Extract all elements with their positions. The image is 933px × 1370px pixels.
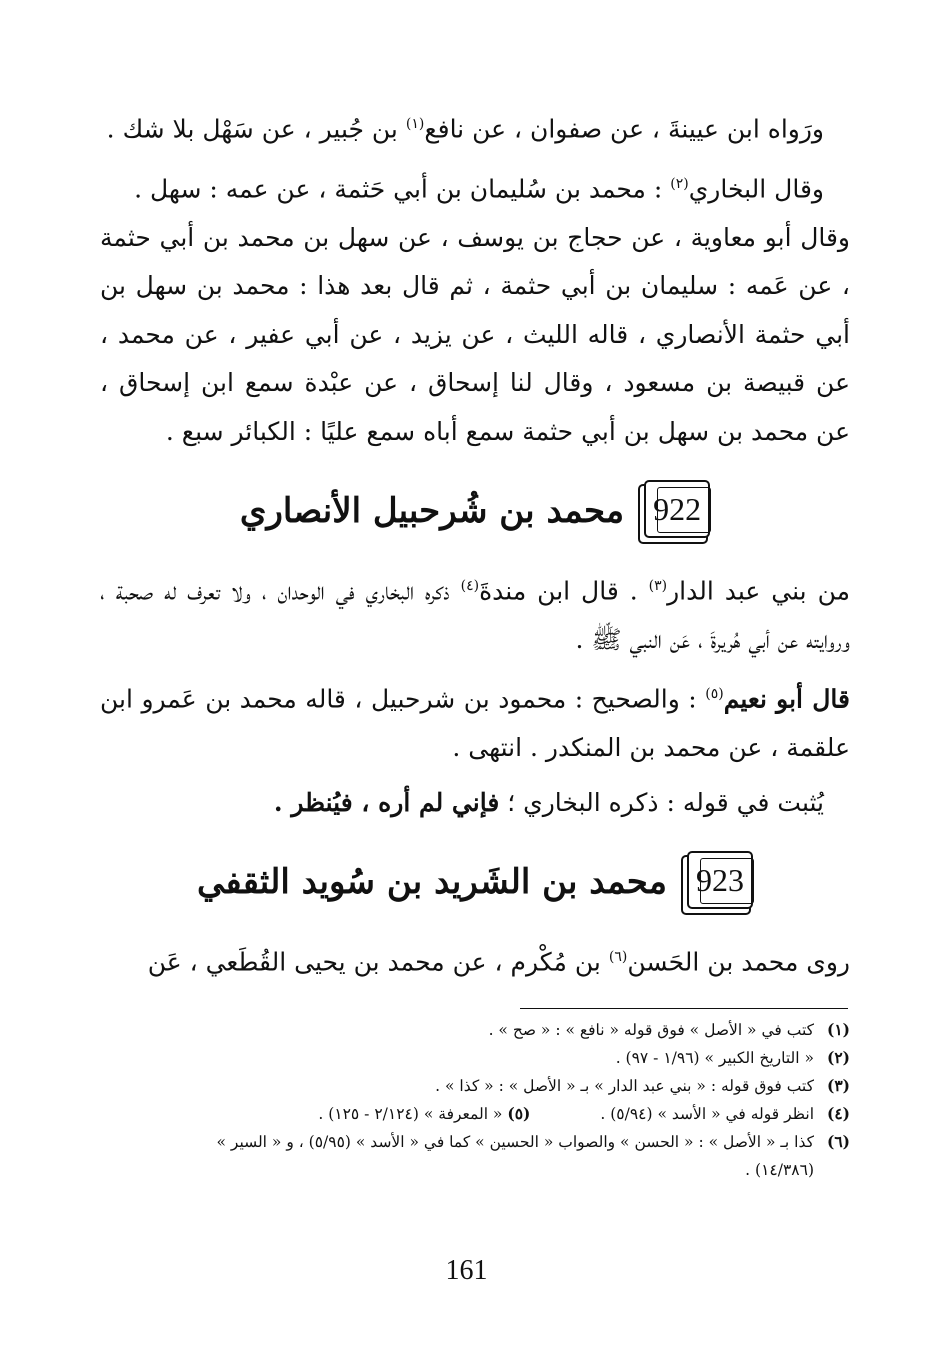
- entry-number-box: [681, 851, 753, 913]
- footnote-number: (٢): [826, 1048, 850, 1067]
- paragraph-1: [100, 100, 850, 154]
- footnotes: [100, 1016, 850, 1184]
- entry-922-paragraph-1: [100, 562, 850, 664]
- footnote-4-5: [100, 1100, 850, 1128]
- text: ورَواه ابن عيينةَ ، عن صفوان ، عن نافع: [424, 114, 824, 144]
- text: فإني لم أره ، فيُنظر .: [273, 787, 500, 817]
- entry-heading-923: [100, 841, 850, 923]
- footnote-ref[interactable]: (١): [405, 116, 425, 132]
- text: من بني عبد الدار: [667, 576, 850, 606]
- paragraph-2: [100, 160, 850, 214]
- footnote-1: [100, 1016, 850, 1044]
- page-number: 161: [445, 1255, 488, 1286]
- text: روى محمد بن الحَسن: [627, 947, 850, 977]
- footnote-number: (٥): [507, 1104, 531, 1123]
- text: بن جُبير ، عن سَهْل بلا شك .: [106, 114, 406, 144]
- footnote-text: انظر قوله في « الأسد » (٥/٩٤) .: [600, 1105, 814, 1123]
- footnote-ref[interactable]: (٢): [670, 175, 689, 192]
- entry-922-paragraph-2: [100, 670, 850, 772]
- footnote-text: (١٤/٣٨٦) .: [745, 1161, 814, 1179]
- footnote-number: (٣): [826, 1076, 850, 1095]
- entry-number: 922: [653, 490, 702, 527]
- text: بن مُكْرم ، عن محمد بن يحيى القُطَعي ، عَن: [147, 947, 609, 977]
- footnote-ref[interactable]: (٥): [705, 686, 724, 703]
- footnote-6-continuation: [100, 1156, 850, 1184]
- page-body: [100, 100, 850, 987]
- text: : محمد بن سُليمان بن أبي حَثمة ، عن عمه : سهل .: [134, 174, 671, 204]
- entry-title: محمد بن الشَريد بن سُويد الثقفي: [197, 862, 667, 903]
- entry-heading-922: [100, 470, 850, 552]
- paragraph-3: وقال أبو معاوية ، عن حجاج بن يوسف ، عن سهل بن محمد بن أبي حثمة ، عن عَمه : سليمان بن أبي حثمة ، ثم قال بعد هذا : محمد بن سهل بن أبي حثمة الأنصاري ، قاله الليث ، عن يزيد ، عن أبي عفير ، عن محمد ، عن قبيصة بن مسعود ، وقال لنا إسحاق ، عن عبْدة سمع ابن إسحاق ، عن محمد بن سهل بن أبي حثمة سمع أباه سمع عليًا : الكبائر سبع .: [100, 222, 850, 446]
- footnote-text: كتب في « الأصل » فوق قوله « نافع » : « صح » .: [488, 1021, 814, 1039]
- footnote-text: كتب فوق قوله : « بني عبد الدار » بـ « الأصل » : « كذا » .: [435, 1077, 814, 1095]
- footnote-ref[interactable]: (٦): [608, 949, 628, 966]
- footnote-number: (٤): [826, 1104, 850, 1123]
- entry-title: محمد بن شُرحبيل الأنصاري: [239, 491, 625, 532]
- text: ذكره البخاري في الوحدان ، ولا تعرف له صحبة ، وروايته عن أبي هُريرةَ ، عَن النبي ﷺ .: [100, 576, 850, 654]
- footnote-text: « التاريخ الكبير » (١/٩٦ - ٩٧) .: [615, 1049, 814, 1067]
- footnote-2: [100, 1044, 850, 1072]
- footnote-text: « المعرفة » (٢/١٢٤ - ١٢٥) .: [318, 1105, 503, 1123]
- text: يُثبت في قوله : ذكره البخاري ؛: [499, 787, 824, 817]
- footnote-ref[interactable]: (٣): [648, 578, 668, 595]
- text: وقال البخاري: [688, 174, 824, 204]
- entry-923-paragraph-1: [100, 933, 850, 987]
- footnote-3: [100, 1072, 850, 1100]
- footnote-text: كذا بـ « الأصل » : « الحسن » والصواب « الحسين » كما في « الأسد » (٥/٩٥) ، و « السير »: [216, 1133, 814, 1151]
- entry-number: 923: [695, 861, 744, 898]
- footnote-divider: [520, 1008, 848, 1009]
- footnote-number: (١): [826, 1020, 850, 1039]
- text: : والصحيح : محمود بن شرحبيل ، قاله محمد بن عَمرو ابن علقمة ، عن محمد بن المنكدر . انتهى .: [100, 684, 850, 763]
- entry-number-box: [638, 480, 710, 542]
- footnote-6: [100, 1128, 850, 1156]
- footnote-number: (٦): [826, 1132, 850, 1151]
- text: . قال ابن مندةَ: [479, 576, 649, 606]
- text: قال أبو نعيم: [723, 684, 851, 714]
- footnote-ref[interactable]: (٤): [460, 578, 480, 595]
- entry-922-paragraph-3: [100, 779, 850, 828]
